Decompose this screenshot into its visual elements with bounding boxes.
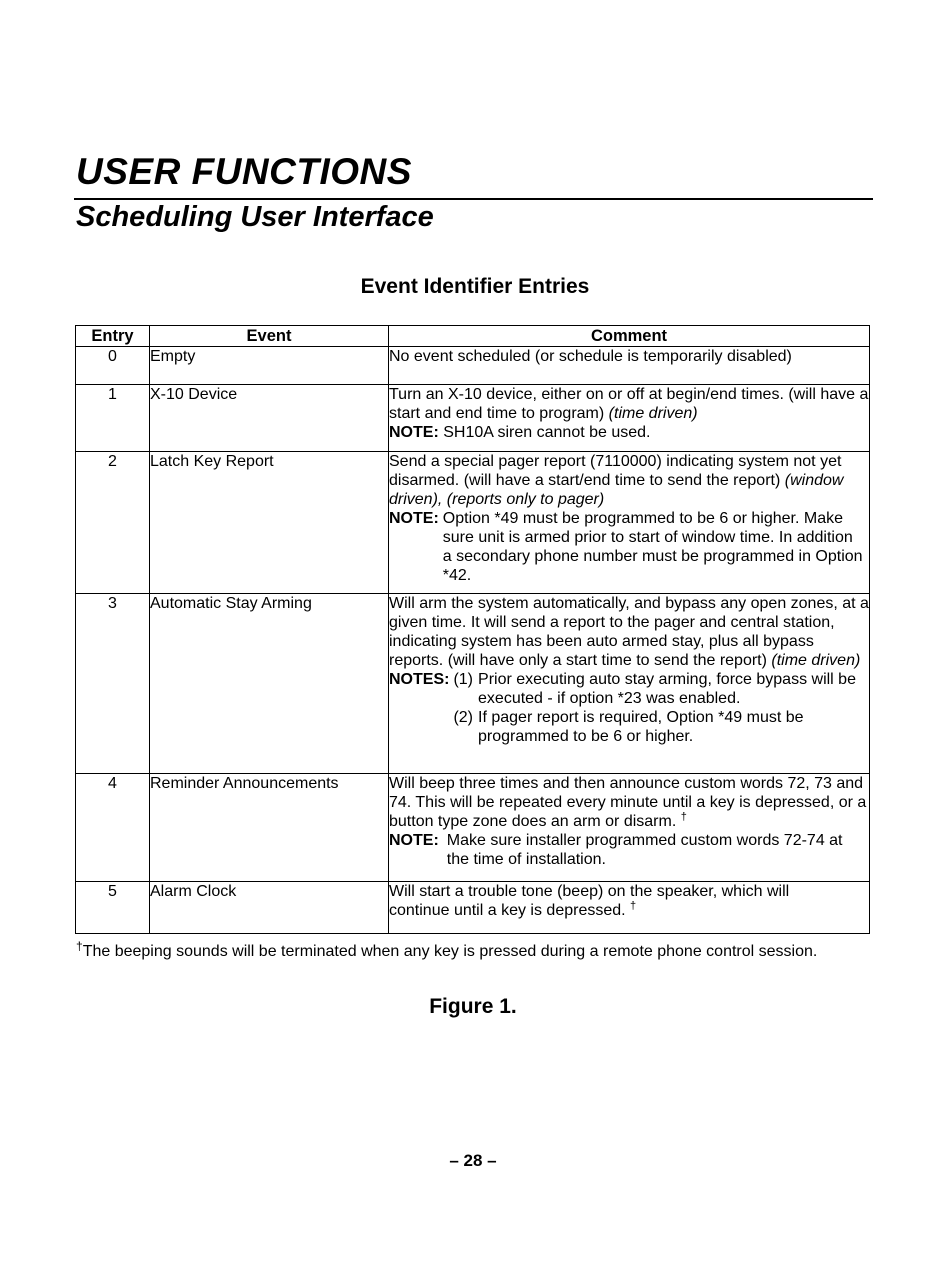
- comment-cell: [389, 385, 870, 452]
- comment-italic-text: (window driven), (reports only to pager): [389, 472, 844, 508]
- dagger-mark: †: [680, 811, 687, 823]
- column-header-event: Event: [150, 326, 389, 347]
- page-subheading: Scheduling User Interface: [76, 201, 434, 233]
- note-text: Option *49 must be programmed to be 6 or higher. Make sure unit is armed prior to start of window time. In addition a secondary phone number must be programmed in Option *42.: [442, 510, 863, 584]
- note-item: [453, 708, 869, 746]
- comment-cell: [389, 594, 870, 774]
- note-label: NOTE:: [389, 832, 439, 849]
- note-text: If pager report is required, Option *49 must be programmed to be 6 or higher.: [478, 709, 804, 745]
- footnote: [76, 939, 818, 962]
- note-item: [453, 670, 869, 708]
- comment-text: Will arm the system automatically, and bypass any open zones, at a given time. It will send a report to the pager and central station, indicating system has been auto armed stay, plus all bypass reports. (will have only a start time to send the report): [389, 595, 869, 669]
- note-number: (2): [453, 709, 474, 726]
- note-label: NOTE:: [389, 424, 439, 441]
- entry-cell: 2: [76, 452, 150, 594]
- note-number: (1): [453, 671, 474, 688]
- entry-cell: 3: [76, 594, 150, 774]
- comment-text: No event scheduled (or schedule is temporarily disabled): [389, 348, 792, 365]
- comment-text: Turn an X-10 device, either on or off at begin/end times. (will have a start and end time to program): [389, 386, 869, 422]
- table-row: [76, 774, 870, 882]
- table-row: [76, 452, 870, 594]
- comment-cell: [389, 774, 870, 882]
- event-cell: Empty: [150, 347, 389, 385]
- comment-cell: [389, 452, 870, 594]
- table-row: [76, 594, 870, 774]
- table-title: Event Identifier Entries: [360, 275, 590, 298]
- dagger-mark: †: [630, 900, 637, 912]
- table-row: [76, 385, 870, 452]
- comment-cell: [389, 882, 870, 934]
- comment-text: Send a special pager report (7110000) indicating system not yet disarmed. (will have a start/end time to send the report): [389, 453, 842, 489]
- note-text: Prior executing auto stay arming, force bypass will be executed - if option *23 was enabled.: [478, 671, 856, 707]
- footnote-dagger-mark: †: [76, 939, 83, 953]
- note-text: Make sure installer programmed custom words 72-74 at the time of installation.: [446, 832, 843, 868]
- entry-cell: 5: [76, 882, 150, 934]
- table-row: [76, 882, 870, 934]
- event-identifier-table: [75, 325, 870, 934]
- page-heading: USER FUNCTIONS: [76, 151, 412, 192]
- page-number: – 28 –: [449, 1151, 497, 1170]
- comment-italic-text: (time driven): [771, 652, 861, 669]
- notes-label: NOTES:: [389, 671, 450, 688]
- note-label: NOTE:: [389, 510, 439, 527]
- comment-text: Will start a trouble tone (beep) on the speaker, which will continue until a key is depressed.: [389, 883, 790, 919]
- event-cell: Reminder Announcements: [150, 774, 389, 882]
- entry-cell: 0: [76, 347, 150, 385]
- figure-caption: Figure 1.: [429, 995, 517, 1018]
- table-row: [76, 347, 870, 385]
- event-cell: X-10 Device: [150, 385, 389, 452]
- event-cell: Latch Key Report: [150, 452, 389, 594]
- comment-italic-text: (time driven): [608, 405, 698, 422]
- entry-cell: 1: [76, 385, 150, 452]
- note-text: SH10A siren cannot be used.: [443, 424, 651, 441]
- event-cell: Automatic Stay Arming: [150, 594, 389, 774]
- column-header-comment: Comment: [389, 326, 870, 347]
- event-cell: Alarm Clock: [150, 882, 389, 934]
- column-header-entry: Entry: [76, 326, 150, 347]
- table-header-row: [76, 326, 870, 347]
- comment-cell: [389, 347, 870, 385]
- comment-text: Will beep three times and then announce custom words 72, 73 and 74. This will be repeated every minute until a key is depressed, or a button type zone does an arm or disarm.: [389, 775, 867, 830]
- entry-cell: 4: [76, 774, 150, 882]
- footnote-text: The beeping sounds will be terminated when any key is pressed during a remote phone control session.: [82, 943, 818, 960]
